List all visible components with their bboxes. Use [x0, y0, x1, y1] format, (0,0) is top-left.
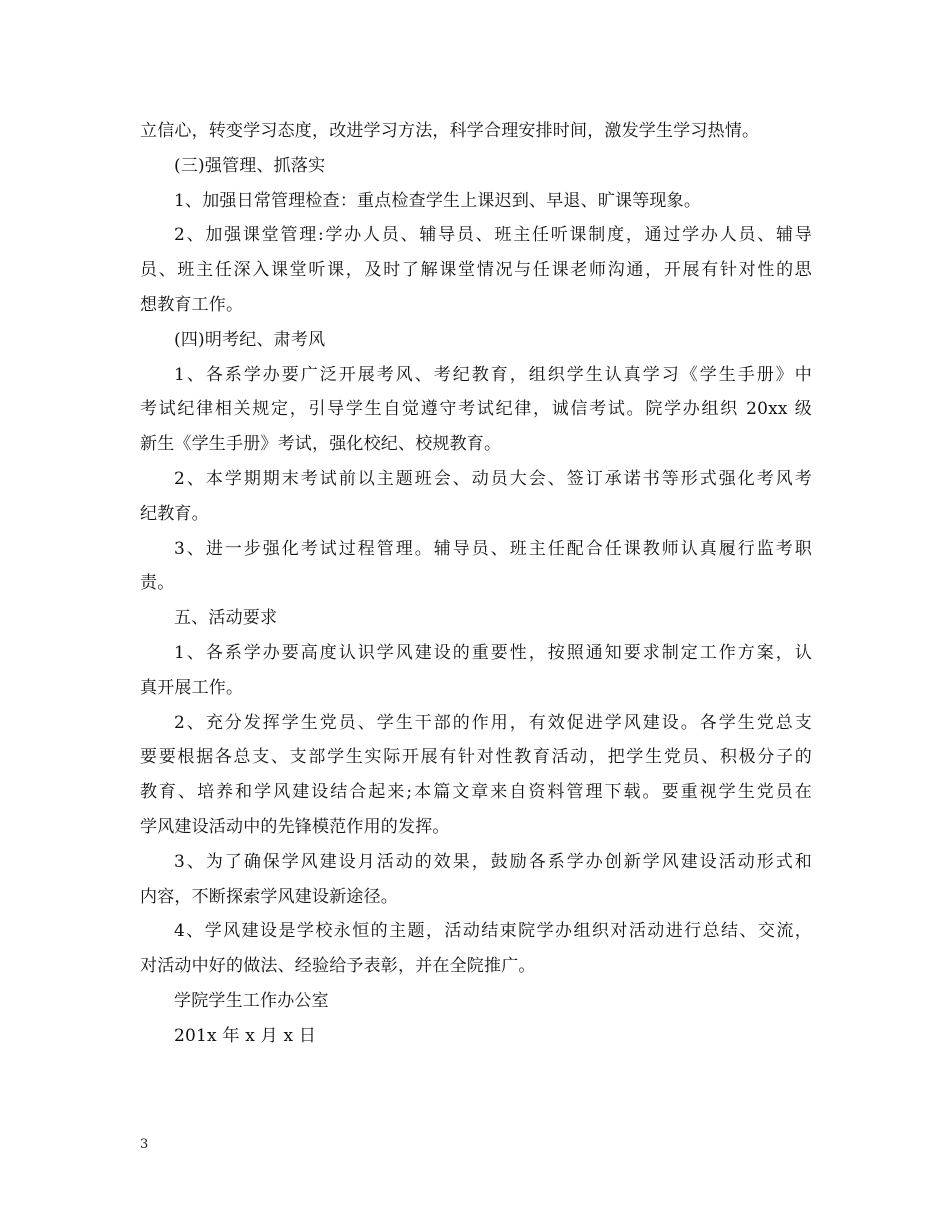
- text-line: 2、加强课堂管理:学办人员、辅导员、班主任听课制度，通过学办人员、辅导: [174, 225, 812, 246]
- text-line: 1、各系学办要广泛开展考风、考纪教育，组织学生认真学习《学生手册》中: [174, 364, 812, 385]
- text-line: 内容，不断探索学风建设新途径。: [140, 886, 398, 907]
- text-line: 考试纪律相关规定，引导学生自觉遵守考试纪律，诚信考试。院学办组织 20xx 级: [140, 399, 812, 420]
- page-number: 3: [140, 1137, 149, 1152]
- text-line: 2、充分发挥学生党员、学生干部的作用，有效促进学风建设。各学生党总支: [174, 712, 812, 733]
- text-line: 想教育工作。: [140, 294, 244, 315]
- text-line: 学院学生工作办公室: [174, 990, 329, 1011]
- text-line: 3、进一步强化考试过程管理。辅导员、班主任配合任课教师认真履行监考职: [174, 538, 812, 559]
- text-line: 立信心，转变学习态度，改进学习方法，科学合理安排时间，激发学生学习热情。: [140, 121, 760, 141]
- text-line: 3、为了确保学风建设月活动的效果，鼓励各系学办创新学风建设活动形式和: [174, 851, 812, 872]
- text-line: 新生《学生手册》考试，强化校纪、校规教育。: [140, 434, 502, 455]
- text-line: 学风建设活动中的先锋模范作用的发挥。: [140, 816, 450, 837]
- text-line: 201x 年 x 月 x 日: [174, 1025, 317, 1046]
- text-line: 责。: [140, 573, 175, 594]
- text-line: (三)强管理、抓落实: [174, 155, 326, 176]
- text-line: 教育、培养和学风建设结合起来;本篇文章来自资料管理下载。要重视学生党员在: [140, 782, 812, 803]
- text-line: 五、活动要求: [174, 608, 278, 629]
- text-line: 2、本学期期末考试前以主题班会、动员大会、签订承诺书等形式强化考风考: [174, 468, 812, 489]
- text-line: 对活动中好的做法、经验给予表彰，并在全院推广。: [140, 956, 536, 977]
- text-line: 员、班主任深入课堂听课，及时了解课堂情况与任课老师沟通，开展有针对性的思: [140, 260, 812, 281]
- text-line: (四)明考纪、肃考风: [174, 329, 326, 350]
- text-line: 纪教育。: [140, 503, 209, 524]
- text-line: 1、各系学办要高度认识学风建设的重要性，按照通知要求制定工作方案，认: [174, 642, 812, 663]
- document-body: [140, 114, 812, 1054]
- text-line: 1、加强日常管理检查：重点检查学生上课迟到、早退、旷课等现象。: [174, 190, 702, 211]
- text-line: 4、学风建设是学校永恒的主题，活动结束院学办组织对活动进行总结、交流，: [174, 921, 812, 942]
- text-line: 要要根据各总支、支部学生实际开展有针对性教育活动，把学生党员、积极分子的: [140, 747, 812, 768]
- text-line: 真开展工作。: [140, 677, 244, 698]
